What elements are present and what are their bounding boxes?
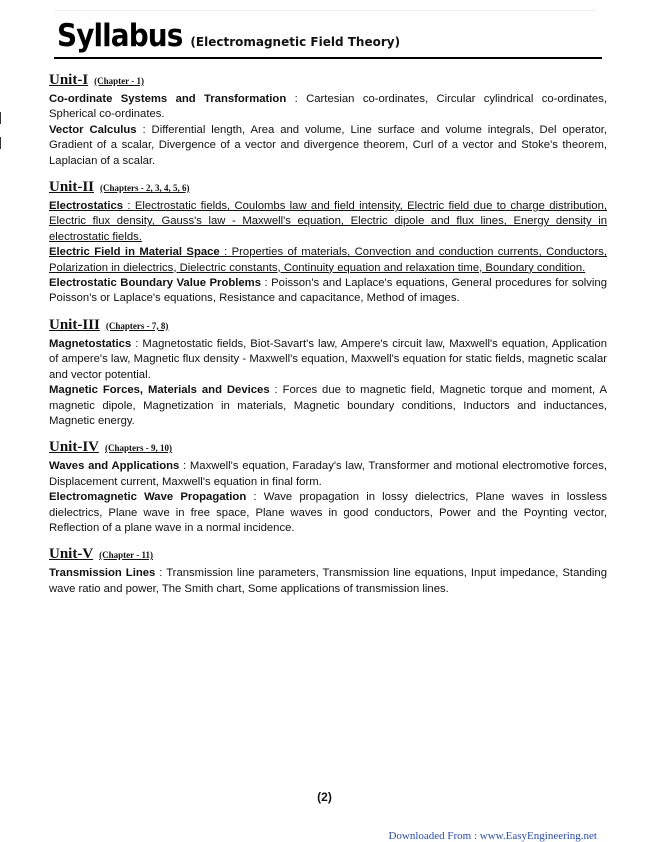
- topic-paragraph: [49, 383, 607, 429]
- topic-separator: :: [269, 384, 283, 397]
- topic-text: Wave propagation in lossy dielectrics, Plane waves in lossless dielectrics, Plane wave in free space, Plane waves in good conductors, Power and the Poynting vector, Reflection of a plane wave in a normal incidence.: [49, 491, 607, 534]
- topic-separator: :: [131, 337, 143, 350]
- topic-separator: :: [155, 567, 167, 580]
- unit-4: [49, 439, 607, 536]
- margin-mark: [0, 112, 1, 124]
- unit-5: [49, 546, 607, 597]
- header-rule: [54, 57, 602, 59]
- topic-heading: Electromagnetic Wave Propagation: [49, 491, 247, 504]
- unit-title: Unit-V: [49, 546, 94, 563]
- topic-separator: :: [246, 491, 264, 504]
- topic-text: Forces due to magnetic field, Magnetic torque and moment, A magnetic dipole, Magnetization in materials, Magnetic boundary conditions, Inductors and inductances, Magnetic energy.: [49, 384, 607, 427]
- unit-title: Unit-IV: [49, 439, 100, 456]
- unit-title: Unit-III: [49, 316, 100, 333]
- unit-heading: [49, 317, 607, 334]
- topic-heading: Co-ordinate Systems and Transformation: [49, 93, 287, 105]
- syllabus-content: [49, 72, 607, 607]
- topic-paragraph: [49, 276, 607, 307]
- unit-title: Unit-I: [49, 72, 89, 88]
- topic-heading: Magnetostatics: [49, 337, 132, 350]
- margin-mark: [0, 137, 1, 149]
- unit-heading: [49, 72, 607, 89]
- topic-text: Poisson's and Laplace's equations, General procedures for solving Poisson's or Laplace's equations, Resistance and capacitance, Method of images.: [49, 277, 607, 305]
- unit-2: [49, 179, 607, 307]
- unit-chapters: (Chapters - 9, 10): [105, 443, 173, 454]
- topic-text: Transmission line parameters, Transmission line equations, Input impedance, Standing wave ratio and power, The Smith chart, Some applications of transmission lines.: [49, 567, 607, 595]
- topic-text: Properties of materials, Convection and conduction currents, Conductors, Polarization in dielectrics, Dielectric constants, Continuity equation and relaxation time, Boundary condition.: [49, 246, 607, 274]
- topic-heading: Electrostatic Boundary Value Problems: [49, 277, 262, 290]
- unit-chapters: (Chapter - 1): [94, 76, 144, 86]
- topic-text: Cartesian co-ordinates, Circular cylindrical co-ordinates, Spherical co-ordinates.: [49, 93, 608, 121]
- topic-separator: :: [136, 123, 152, 136]
- topic-heading: Waves and Applications: [49, 460, 180, 473]
- unit-1: [49, 72, 607, 169]
- unit-heading: [49, 546, 607, 563]
- topic-separator: :: [179, 460, 190, 473]
- topic-paragraph: [49, 92, 607, 123]
- topic-separator: :: [123, 200, 135, 213]
- topic-heading: Magnetic Forces, Materials and Devices: [49, 384, 270, 397]
- unit-title: Unit-II: [49, 179, 95, 196]
- topic-paragraph: [49, 245, 607, 276]
- unit-chapters: (Chapters - 2, 3, 4, 5, 6): [100, 183, 190, 194]
- topic-separator: :: [261, 277, 272, 290]
- unit-chapters: (Chapter - 11): [99, 550, 154, 561]
- page-subtitle: (Electromagnetic Field Theory): [190, 35, 401, 49]
- topic-text: Differential length, Area and volume, Line surface and volume integrals, Del operator, Gradient of a scalar, Divergence of a vector and divergence theorem, Curl of a vector and Stoke's theorem, Laplacian of a scalar.: [49, 123, 608, 167]
- unit-heading: [49, 179, 607, 196]
- topic-separator: :: [286, 93, 307, 105]
- unit-heading: [49, 439, 607, 456]
- topic-paragraph: [49, 337, 607, 383]
- topic-text: Maxwell's equation, Faraday's law, Transformer and motional electromotive forces, Displacement current, Maxwell's equation in final form.: [49, 460, 607, 488]
- download-source-link[interactable]: Downloaded From : www.EasyEngineering.net: [388, 830, 597, 842]
- page-header: [57, 18, 400, 56]
- topic-heading: Vector Calculus: [49, 123, 137, 136]
- topic-text: Electrostatic fields, Coulombs law and field intensity, Electric field due to charge distribution, Electric flux density, Gauss's law - Maxwell's equation, Electric dipole and flux lines, Energy density in electrostatic fields.: [49, 200, 607, 243]
- topic-paragraph: [49, 199, 607, 245]
- topic-text: Magnetostatic fields, Biot-Savart's law, Ampere's circuit law, Maxwell's equation, Application of ampere's law, Magnetic flux density - Maxwell's equation, Maxwell's equation for static fields, magnetic scalar and vector potential.: [49, 337, 607, 381]
- topic-paragraph: [49, 490, 607, 536]
- topic-paragraph: [49, 123, 607, 169]
- topic-heading: Electrostatics: [49, 200, 124, 213]
- topic-paragraph: [49, 566, 607, 597]
- unit-chapters: (Chapters - 7, 8): [105, 320, 169, 331]
- topic-heading: Electric Field in Material Space: [49, 246, 220, 259]
- page-number: (2): [317, 790, 332, 804]
- topic-paragraph: [49, 459, 607, 490]
- topic-separator: :: [219, 246, 232, 259]
- page-title: Syllabus: [57, 18, 183, 54]
- unit-3: [49, 317, 607, 429]
- topic-heading: Transmission Lines: [49, 567, 156, 580]
